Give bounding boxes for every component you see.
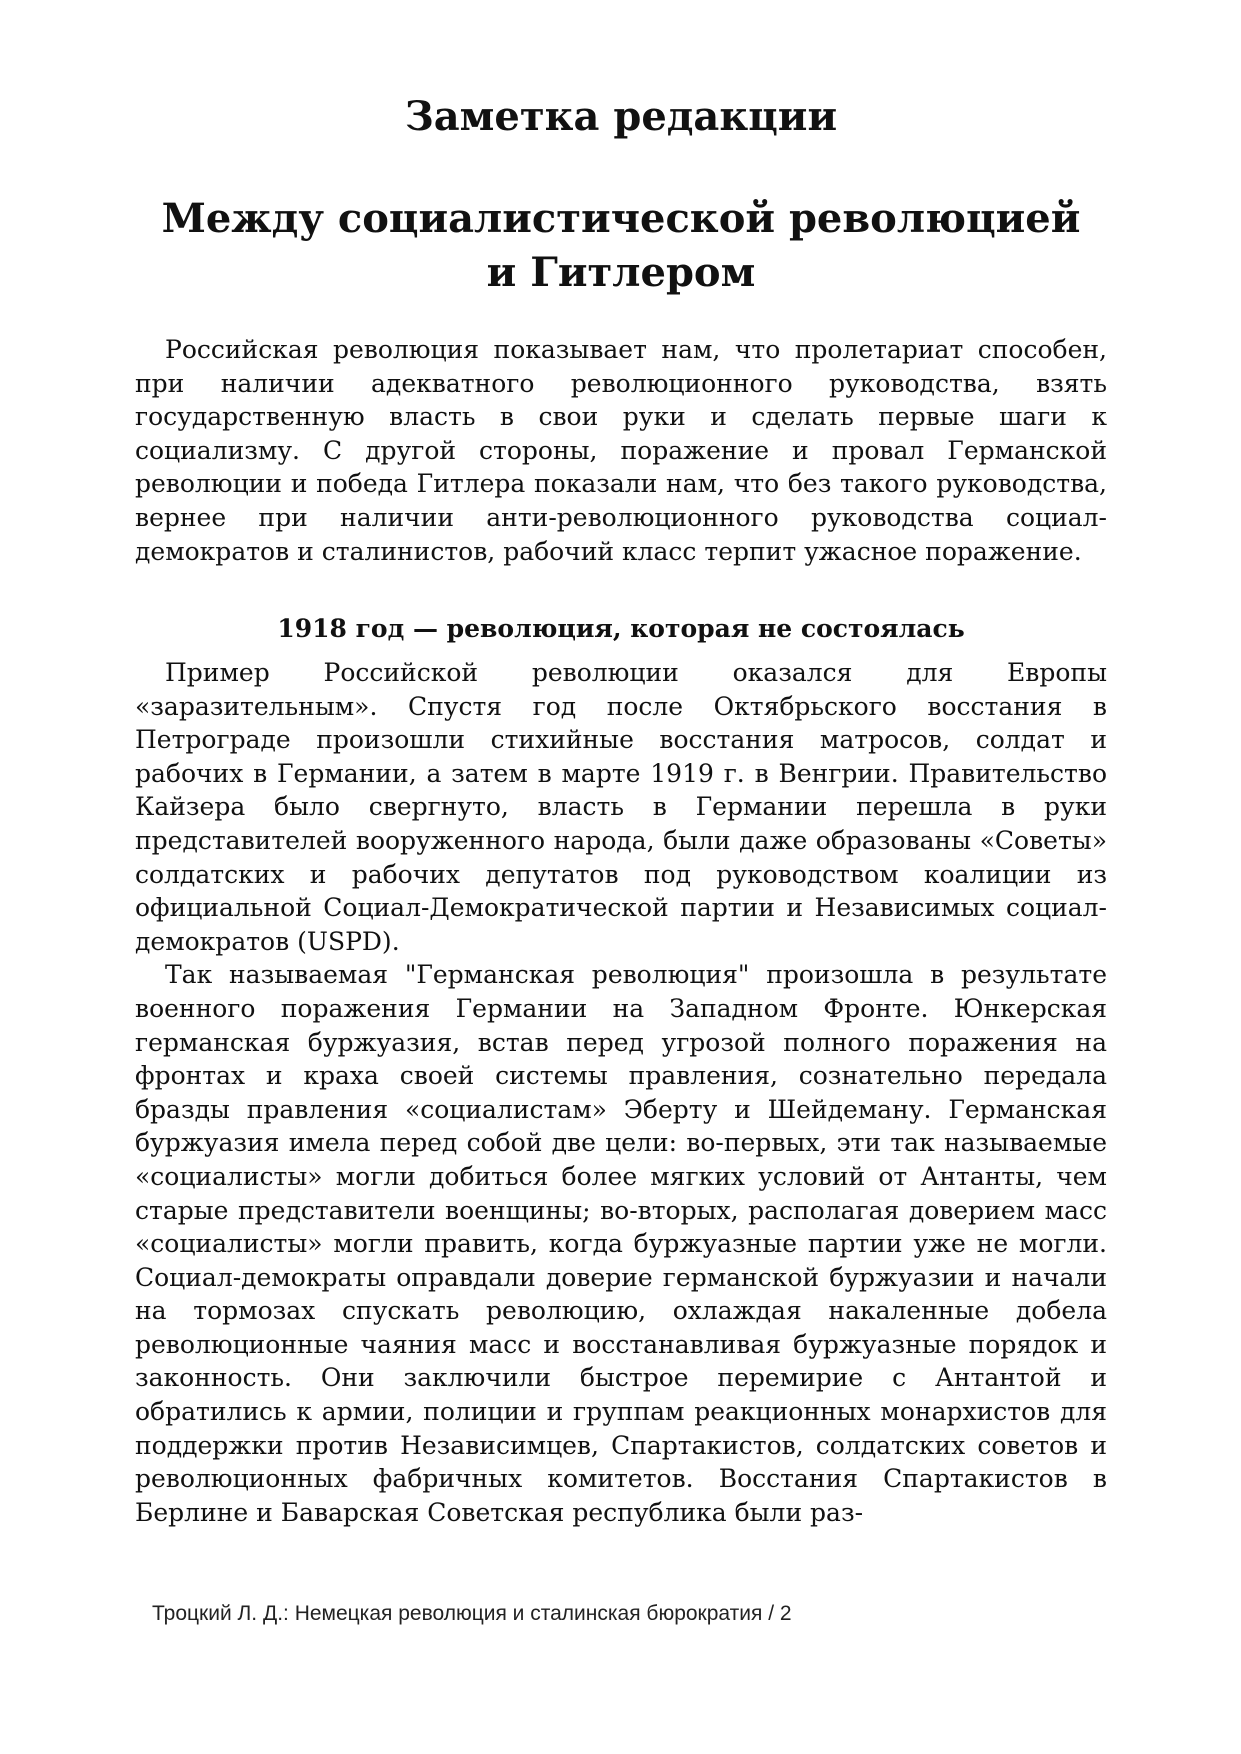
document-page — [135, 0, 1107, 1754]
body-paragraph: Так называемая "Германская революция" произошла в результате военного поражения Германии на Западном Фронте. Юнкерская германская буржуазия, встав перед угрозой полного поражения на фронтах и краха своей системы правления, сознательно передала бразды правления «социалистам» Эберту и Шейдеману. Германская буржуазия имела перед собой две цели: во-первых, эти так называемые «социалисты» могли добиться более мягких условий от Антанты, чем старые представители военщины; во-вторых, располагая доверием масс «социалисты» могли править, когда буржуазные партии уже не могли. Социал-демократы оправдали доверие германской буржуазии и начали на тормозах спускать революцию, охлаждая накаленные добела революционные чаяния масс и восстанавливая буржуазные порядок и законность. Они заключили быстрое перемирие с Антантой и обратились к армии, полиции и группам реакционных монархистов для поддержки против Независимцев, Спартакистов, солдатских советов и революционных фабричных комитетов. Восстания Спартакистов в Берлине и Баварская Советская республика были раз- — [135, 960, 1107, 1527]
section-1918-body — [135, 656, 1107, 1529]
editorial-note-heading: Заметка редакции — [404, 93, 838, 140]
section-heading-1918: 1918 год — революция, которая не состоялась — [277, 614, 965, 643]
intro-section — [135, 333, 1107, 568]
article-title — [135, 192, 1107, 300]
article-title-line-2: и Гитлером — [486, 249, 756, 296]
running-footer: Троцкий Л. Д.: Немецкая революция и сталинская бюрократия / 2 — [152, 1602, 792, 1625]
article-title-line-1: Между социалистической революцией — [161, 195, 1081, 242]
body-paragraph: Пример Российской революции оказался для Европы «заразительным». Спустя год после Октябрьского восстания в Петрограде произошли стихийные восстания матросов, солдат и рабочих в Германии, а затем в марте 1919 г. в Венгрии. Правительство Кайзера было свергнуто, власть в Германии перешла в руки представителей вооруженного народа, были даже образованы «Советы» солдатских и рабочих депутатов под руководством коалиции из официальной Социал-Демократической партии и Независимых социал-демократов (USPD). — [135, 658, 1107, 956]
intro-paragraph: Российская революция показывает нам, что пролетариат способен, при наличии адекватного революционного руководства, взять государственную власть в свои руки и сделать первые шаги к социализму. С другой стороны, поражение и провал Германской революции и победа Гитлера показали нам, что без такого руководства, вернее при наличии анти-революционного руководства социал-демократов и сталинистов, рабочий класс терпит ужасное поражение. — [135, 335, 1107, 566]
